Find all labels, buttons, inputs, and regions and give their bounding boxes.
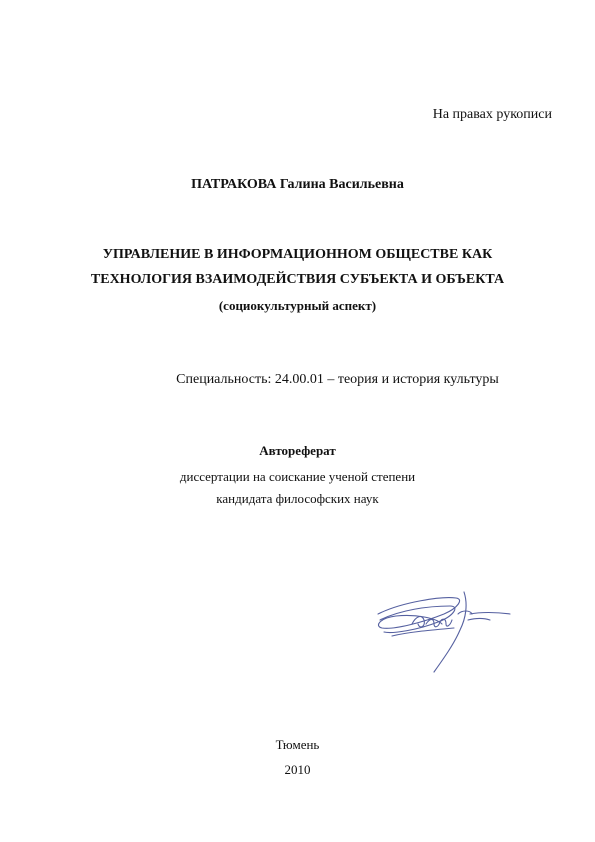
title-subtitle: (социокультурный аспект) [218, 298, 377, 313]
author-name: ПАТРАКОВА Галина Васильевна [191, 177, 404, 192]
year: 2010 [284, 762, 311, 777]
title-line-2: ТЕХНОЛОГИЯ ВЗАИМОДЕЙСТВИЯ СУБЪЕКТА И ОБЪЕКТА [90, 272, 505, 287]
document-type: Автореферат [259, 443, 336, 458]
city: Тюмень [275, 737, 320, 752]
handwritten-signature [372, 584, 514, 676]
specialty-line: Специальность: 24.00.01 – теория и история культуры [176, 372, 499, 387]
purpose-line-2: кандидата философских наук [216, 491, 379, 506]
title-line-1: УПРАВЛЕНИЕ В ИНФОРМАЦИОННОМ ОБЩЕСТВЕ КАК [102, 247, 493, 262]
manuscript-note: На правах рукописи [432, 107, 552, 122]
purpose-line-1: диссертации на соискание ученой степени [179, 469, 416, 484]
